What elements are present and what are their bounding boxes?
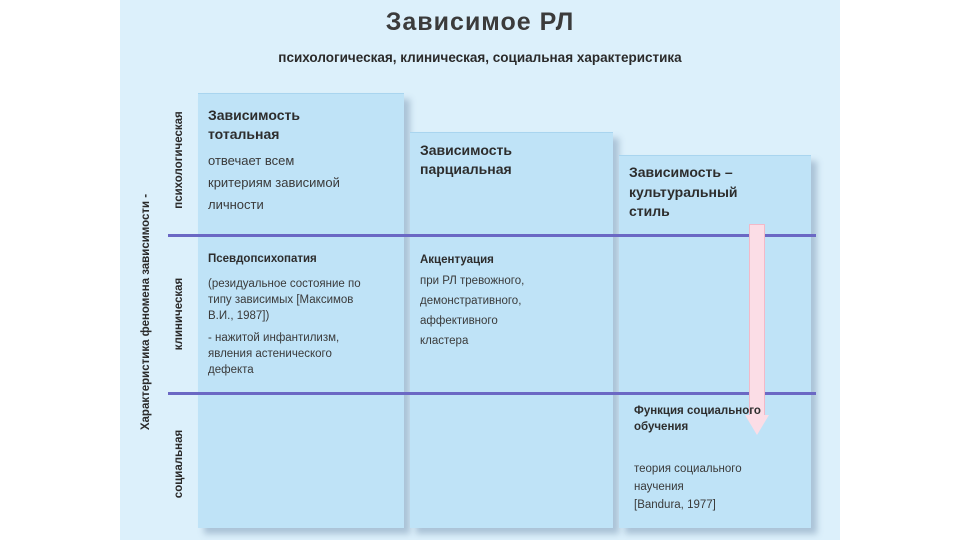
arrow-shaft	[749, 224, 765, 416]
divider-psych-clin	[168, 234, 816, 237]
col1-clinical-text-2: - нажитой инфантилизм, явления астенического дефекта	[208, 332, 340, 377]
col2-heading: Зависимость парциальная	[420, 142, 512, 177]
axis-label: Характеристика феномена зависимости -	[140, 193, 152, 431]
col1-clinical-heading: Псевдопсихопатия	[208, 253, 317, 265]
divider-clin-soc	[168, 392, 816, 395]
col3-social-heading: Функция социального обучения	[634, 405, 761, 433]
col3-heading: Зависимость – культуральный стиль	[629, 164, 738, 220]
col2-clinical-text: при РЛ тревожного, демонстративного, аффективного кластера	[420, 275, 525, 348]
col1-description: отвечает всем критериям зависимой личности	[208, 153, 340, 213]
col1-clinical-text: (резидуальное состояние по типу зависимых [Максимов В.И., 1987])	[208, 278, 361, 323]
slide-title: Зависимое РЛ	[385, 8, 575, 36]
col1-heading: Зависимость тотальная	[208, 107, 300, 142]
row-label-clin: клиническая	[173, 277, 185, 351]
row-label-soc: социальная	[173, 429, 185, 499]
col3-social-text: теория социального научения [Bandura, 1977]	[634, 463, 742, 511]
slide-subtitle: психологическая, клиническая, социальная характеристика	[278, 50, 682, 65]
row-label-psych: психологическая	[173, 111, 185, 209]
col2-clinical-heading: Акцентуация	[420, 254, 494, 266]
